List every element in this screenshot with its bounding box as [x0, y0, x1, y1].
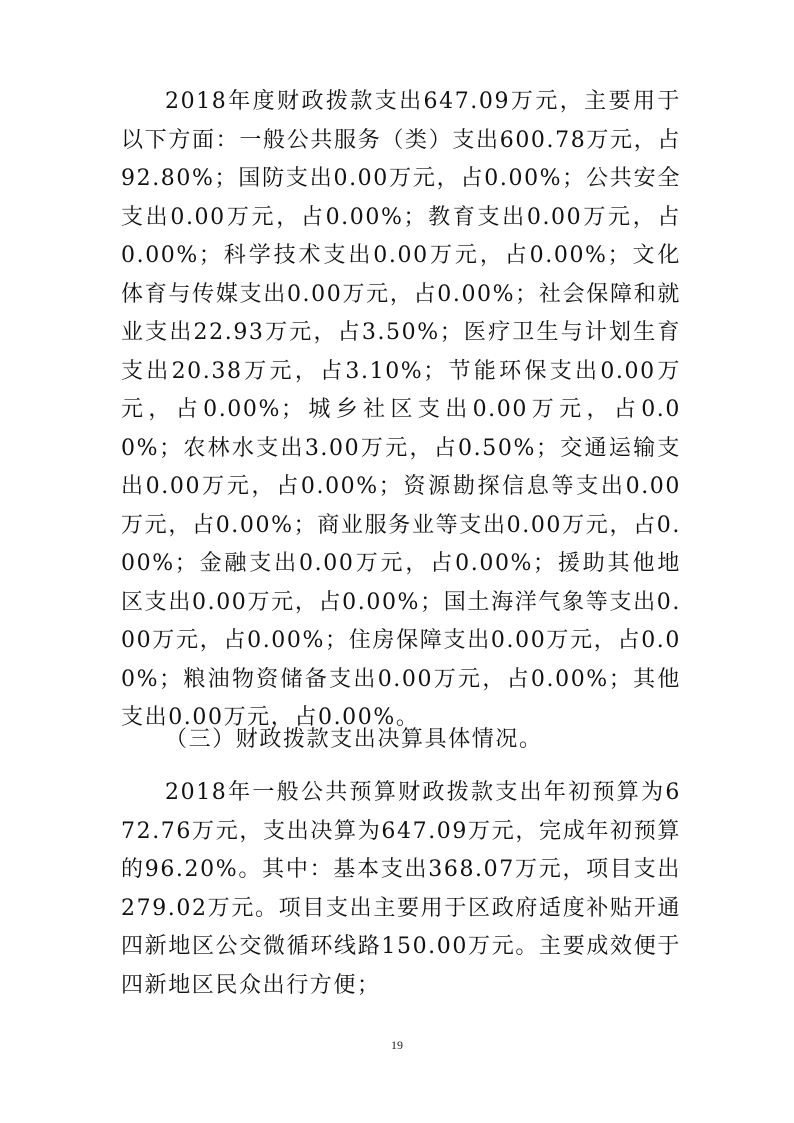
budget-execution-paragraph: 2018年一般公共预算财政拨款支出年初预算为672.76万元，支出决算为647.09万元，完成年初预算的96.20%。其中：基本支出368.07万元，项目支出279.02万元。项目支出主要用于区政府适度补贴开通四新地区公交微循环线路150.00万元。主要成效便于四新地区民众出行方便；: [121, 780, 681, 998]
page-number: 19: [391, 1038, 403, 1052]
expenditure-breakdown-paragraph: 2018年度财政拨款支出647.09万元，主要用于以下方面：一般公共服务（类）支出600.78万元，占92.80%；国防支出0.00万元，占0.00%；公共安全支出0.00万元，占0.00%；教育支出0.00万元，占0.00%；科学技术支出0.00万元，占0.00%；文化体育与传媒支出0.00万元，占0.00%；社会保障和就业支出22.93万元，占3.50%；医疗卫生与计划生育支出20.38万元，占3.10%；节能环保支出0.00万元，占0.00%；城乡社区支出0.00万元，占0.00%；农林水支出3.00万元，占0.50%；交通运输支出0.00万元，占0.00%；资源勘探信息等支出0.00万元，占0.00%；商业服务业等支出0.00万元，占0.00%；金融支出0.00万元，占0.00%；援助其他地区支出0.00万元，占0.00%；国土海洋气象等支出0.00万元，占0.00%；住房保障支出0.00万元，占0.00%；粮油物资储备支出0.00万元，占0.00%；其他支出0.00万元，占0.00%。: [121, 89, 681, 730]
section-heading: （三）财政拨款支出决算具体情况。: [165, 727, 543, 752]
